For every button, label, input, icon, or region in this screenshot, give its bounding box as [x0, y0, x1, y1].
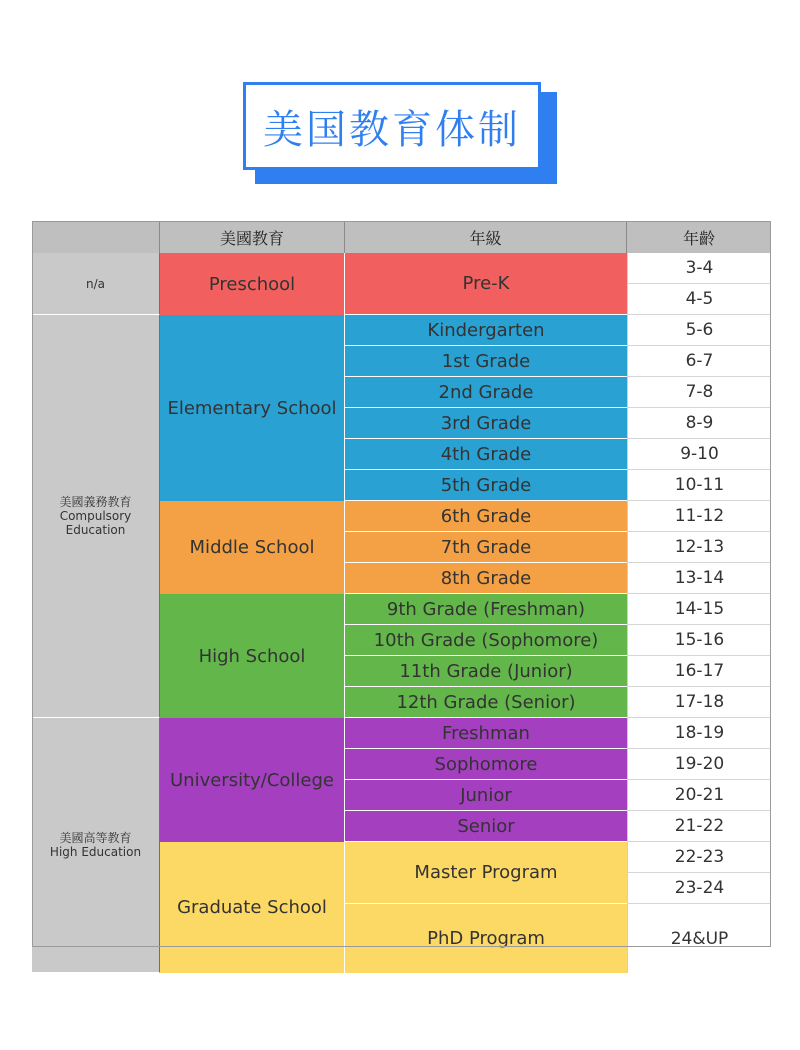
age-cell: 22-23	[627, 842, 771, 873]
grade-university-sophomore: Sophomore	[345, 749, 627, 780]
age-cell: 19-20	[627, 749, 771, 780]
category-compulsory-en1: Compulsory	[59, 509, 132, 523]
age-cell: 9-10	[627, 439, 771, 470]
age-cell: 11-12	[627, 501, 771, 532]
grade-7: 7th Grade	[345, 532, 627, 563]
level-elementary: Elementary School	[160, 315, 345, 501]
age-cell: 10-11	[627, 470, 771, 501]
category-compulsory-cn: 美國義務教育	[59, 495, 132, 509]
category-na-label: n/a	[85, 276, 105, 291]
category-higher	[32, 718, 160, 973]
category-na	[32, 253, 160, 315]
age-cell: 6-7	[627, 346, 771, 377]
grade-9: 9th Grade (Freshman)	[345, 594, 627, 625]
age-cell: 13-14	[627, 563, 771, 594]
age-cell: 7-8	[627, 377, 771, 408]
level-graduate: Graduate School	[160, 842, 345, 973]
grade-prek: Pre-K	[345, 253, 627, 315]
grade-4: 4th Grade	[345, 439, 627, 470]
grade-12: 12th Grade (Senior)	[345, 687, 627, 718]
title-box	[243, 82, 541, 170]
age-cell: 18-19	[627, 718, 771, 749]
grade-2: 2nd Grade	[345, 377, 627, 408]
age-cell: 14-15	[627, 594, 771, 625]
age-cell: 4-5	[627, 284, 771, 315]
grade-kindergarten: Kindergarten	[345, 315, 627, 346]
age-cell: 8-9	[627, 408, 771, 439]
grade-university-freshman: Freshman	[345, 718, 627, 749]
level-university: University/College	[160, 718, 345, 842]
category-compulsory	[32, 315, 160, 718]
grade-university-junior: Junior	[345, 780, 627, 811]
age-cell: 3-4	[627, 253, 771, 284]
header-level: 美國教育	[160, 221, 345, 253]
grade-6: 6th Grade	[345, 501, 627, 532]
age-cell: 12-13	[627, 532, 771, 563]
grade-8: 8th Grade	[345, 563, 627, 594]
grade-10: 10th Grade (Sophomore)	[345, 625, 627, 656]
grade-3: 3rd Grade	[345, 408, 627, 439]
grade-1: 1st Grade	[345, 346, 627, 377]
grade-university-senior: Senior	[345, 811, 627, 842]
level-preschool: Preschool	[160, 253, 345, 315]
grade-11: 11th Grade (Junior)	[345, 656, 627, 687]
education-table	[32, 221, 771, 973]
grade-master: Master Program	[345, 842, 627, 904]
age-cell: 21-22	[627, 811, 771, 842]
age-cell: 24&UP	[627, 904, 771, 973]
header-age: 年齡	[627, 221, 771, 253]
age-cell: 17-18	[627, 687, 771, 718]
category-higher-en: High Education	[49, 845, 142, 859]
age-cell: 16-17	[627, 656, 771, 687]
level-middle: Middle School	[160, 501, 345, 594]
age-cell: 20-21	[627, 780, 771, 811]
grade-5: 5th Grade	[345, 470, 627, 501]
level-high: High School	[160, 594, 345, 718]
age-cell: 15-16	[627, 625, 771, 656]
category-compulsory-en2: Education	[65, 523, 126, 537]
header-blank	[32, 221, 160, 253]
category-higher-cn: 美國高等教育	[59, 831, 132, 845]
grade-phd: PhD Program	[345, 904, 627, 973]
age-cell: 5-6	[627, 315, 771, 346]
age-cell: 23-24	[627, 873, 771, 904]
page-title: 美国教育体制	[263, 106, 521, 153]
header-grade: 年級	[345, 221, 627, 253]
